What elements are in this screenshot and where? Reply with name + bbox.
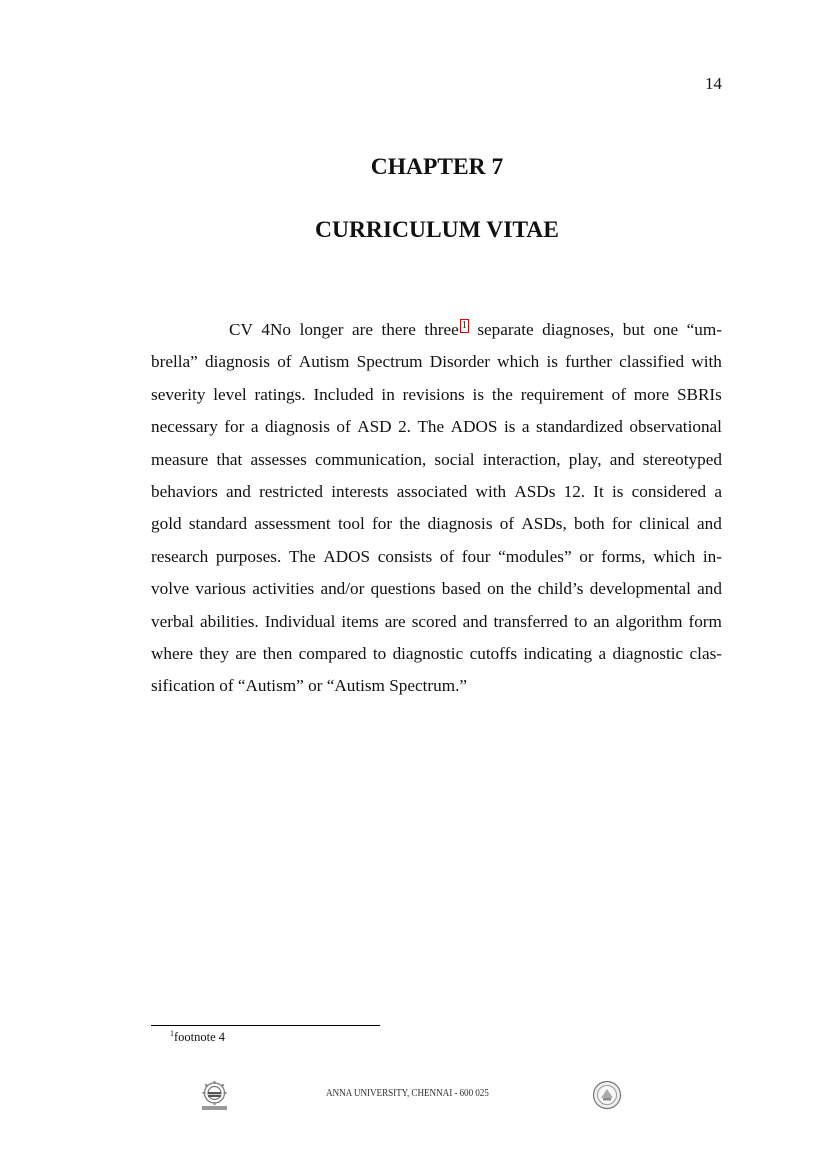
word: of xyxy=(439,546,455,566)
word: is xyxy=(546,352,558,372)
text-line xyxy=(151,413,722,445)
word: standardized xyxy=(536,417,623,437)
word: Autism xyxy=(298,352,350,372)
text-line xyxy=(151,575,722,607)
word: diagnostic xyxy=(392,643,464,663)
word: consists xyxy=(377,546,433,566)
word: with xyxy=(475,481,507,501)
word: various xyxy=(195,579,246,599)
page-number: 14 xyxy=(705,74,722,93)
word: clinical xyxy=(639,514,690,534)
word: communication, xyxy=(315,449,427,469)
word: separate xyxy=(477,320,534,339)
word: Individual xyxy=(264,611,336,631)
university-seal-icon xyxy=(592,1080,622,1110)
word: of xyxy=(219,676,234,696)
word: child’s xyxy=(537,579,584,599)
word: algorithm xyxy=(615,611,683,631)
word: SBRIs xyxy=(676,384,722,404)
section-title: CURRICULUM VITAE xyxy=(315,217,559,243)
word: then xyxy=(262,643,293,663)
word: developmental xyxy=(589,579,691,599)
text-line xyxy=(151,640,722,672)
word: ASDs, xyxy=(521,514,567,534)
word: further xyxy=(565,352,612,372)
word: a xyxy=(714,481,722,501)
word: necessary xyxy=(151,417,218,437)
word: observational xyxy=(629,417,722,437)
word: of xyxy=(336,417,351,437)
footnote xyxy=(170,1029,225,1045)
word: diagnosis xyxy=(427,514,493,534)
text-line xyxy=(151,348,722,380)
word: 4No xyxy=(261,320,292,339)
word: in xyxy=(381,384,395,404)
word: severity xyxy=(151,384,206,404)
word: tool xyxy=(337,514,365,534)
word: ASD xyxy=(357,417,392,437)
word: level xyxy=(213,384,247,404)
word: “um- xyxy=(686,320,722,339)
word: they xyxy=(199,643,229,663)
word: Spectrum xyxy=(356,352,423,372)
word: diagnoses, xyxy=(542,320,615,339)
word: a xyxy=(598,643,607,663)
word: and/or xyxy=(320,579,365,599)
word: to xyxy=(372,643,387,663)
word: interaction, xyxy=(482,449,561,469)
word: of xyxy=(499,514,515,534)
word: with xyxy=(691,352,722,372)
word: clas- xyxy=(689,643,722,663)
text-line xyxy=(151,478,722,510)
word: is xyxy=(503,417,516,437)
footnote-reference[interactable]: three 1 xyxy=(424,320,467,339)
word: the xyxy=(491,384,513,404)
word: are xyxy=(352,320,373,339)
word: there xyxy=(381,320,416,339)
word: “modules” xyxy=(498,546,572,566)
word: questions xyxy=(370,579,436,599)
word: “Autism” xyxy=(237,676,304,696)
footnote-link[interactable]: 1 xyxy=(461,320,467,331)
word: “Autism xyxy=(326,676,385,696)
word: verbal xyxy=(151,611,194,631)
word: are xyxy=(384,611,406,631)
word: for xyxy=(372,514,393,534)
word: sification xyxy=(151,676,215,696)
word: abilities. xyxy=(199,611,259,631)
word: The xyxy=(288,546,316,566)
word: for xyxy=(611,514,632,534)
university-emblem-gear-icon xyxy=(198,1080,231,1112)
word: of xyxy=(277,352,292,372)
word: is xyxy=(472,384,485,404)
word: ratings. xyxy=(254,384,306,404)
word: more xyxy=(633,384,670,404)
word: but xyxy=(622,320,645,339)
word: Disorder xyxy=(429,352,490,372)
page-footer xyxy=(0,1078,827,1114)
word: volve xyxy=(151,579,190,599)
text-line xyxy=(151,543,722,575)
word: and xyxy=(697,579,722,599)
word: ADOS xyxy=(450,417,498,437)
word: It xyxy=(593,481,604,501)
word: purposes. xyxy=(215,546,282,566)
word: Included xyxy=(313,384,374,404)
word: diagnosis xyxy=(264,417,330,437)
word: or xyxy=(579,546,594,566)
word: one xyxy=(653,320,679,339)
word: on xyxy=(487,579,505,599)
word: ASDs xyxy=(514,481,556,501)
word: is xyxy=(611,481,624,501)
word: diagnosis xyxy=(205,352,270,372)
word: classified xyxy=(619,352,685,372)
word: or xyxy=(308,676,323,696)
word: research xyxy=(151,546,209,566)
footer-text: ANNA UNIVERSITY, CHENNAI - 600 025 xyxy=(326,1088,489,1099)
word: revisions xyxy=(402,384,465,404)
word: The xyxy=(417,417,445,437)
word: considered xyxy=(631,481,707,501)
word: 12. xyxy=(563,481,586,501)
word: both xyxy=(574,514,605,534)
text-line xyxy=(151,672,722,704)
word: Spectrum.” xyxy=(389,676,468,696)
word: assessment xyxy=(254,514,331,534)
text-line xyxy=(151,510,722,542)
body-paragraph xyxy=(151,316,722,705)
word: indicating xyxy=(523,643,593,663)
word: stereotyped xyxy=(642,449,722,469)
word: form xyxy=(688,611,722,631)
word: and xyxy=(609,449,635,469)
word: associated xyxy=(396,481,468,501)
word: measure xyxy=(151,449,209,469)
word: in- xyxy=(702,546,722,566)
word: longer xyxy=(299,320,344,339)
word: assesses xyxy=(250,449,307,469)
word: behaviors xyxy=(151,481,218,501)
word: gold xyxy=(151,514,182,534)
word: and xyxy=(226,481,251,501)
text-line xyxy=(151,381,722,413)
word: that xyxy=(216,449,243,469)
word: activities xyxy=(252,579,315,599)
word: based xyxy=(441,579,481,599)
word: requirement xyxy=(520,384,604,404)
word: are xyxy=(235,643,257,663)
word: 2. xyxy=(398,417,411,437)
word: a xyxy=(521,417,530,437)
word: for xyxy=(224,417,245,437)
word: the xyxy=(510,579,532,599)
word: standard xyxy=(188,514,248,534)
word: and xyxy=(462,611,488,631)
word: brella” xyxy=(151,352,198,372)
word: scored xyxy=(411,611,457,631)
word: to xyxy=(573,611,588,631)
word: four xyxy=(461,546,491,566)
word: compared xyxy=(298,643,367,663)
word: ADOS xyxy=(323,546,371,566)
text-line xyxy=(151,446,722,478)
text-line xyxy=(151,608,722,640)
word: a xyxy=(250,417,259,437)
word: which xyxy=(497,352,540,372)
word: cutoffs xyxy=(469,643,518,663)
word: social xyxy=(434,449,475,469)
text-line xyxy=(151,316,722,348)
word: the xyxy=(399,514,421,534)
chapter-title: CHAPTER 7 xyxy=(370,154,504,180)
word: play, xyxy=(568,449,602,469)
word: and xyxy=(697,514,722,534)
word: restricted xyxy=(259,481,324,501)
word: items xyxy=(341,611,379,631)
word: where xyxy=(151,643,193,663)
footnote-text: footnote 4 xyxy=(174,1030,226,1044)
word: which xyxy=(653,546,696,566)
word: transferred xyxy=(493,611,568,631)
word: of xyxy=(611,384,626,404)
footnote-rule xyxy=(151,1025,380,1026)
word: interests xyxy=(331,481,389,501)
footnote-marker: 1 xyxy=(170,1029,174,1038)
word: forms, xyxy=(601,546,646,566)
word: diagnostic xyxy=(612,643,684,663)
word: an xyxy=(593,611,610,631)
word: CV xyxy=(229,320,253,339)
